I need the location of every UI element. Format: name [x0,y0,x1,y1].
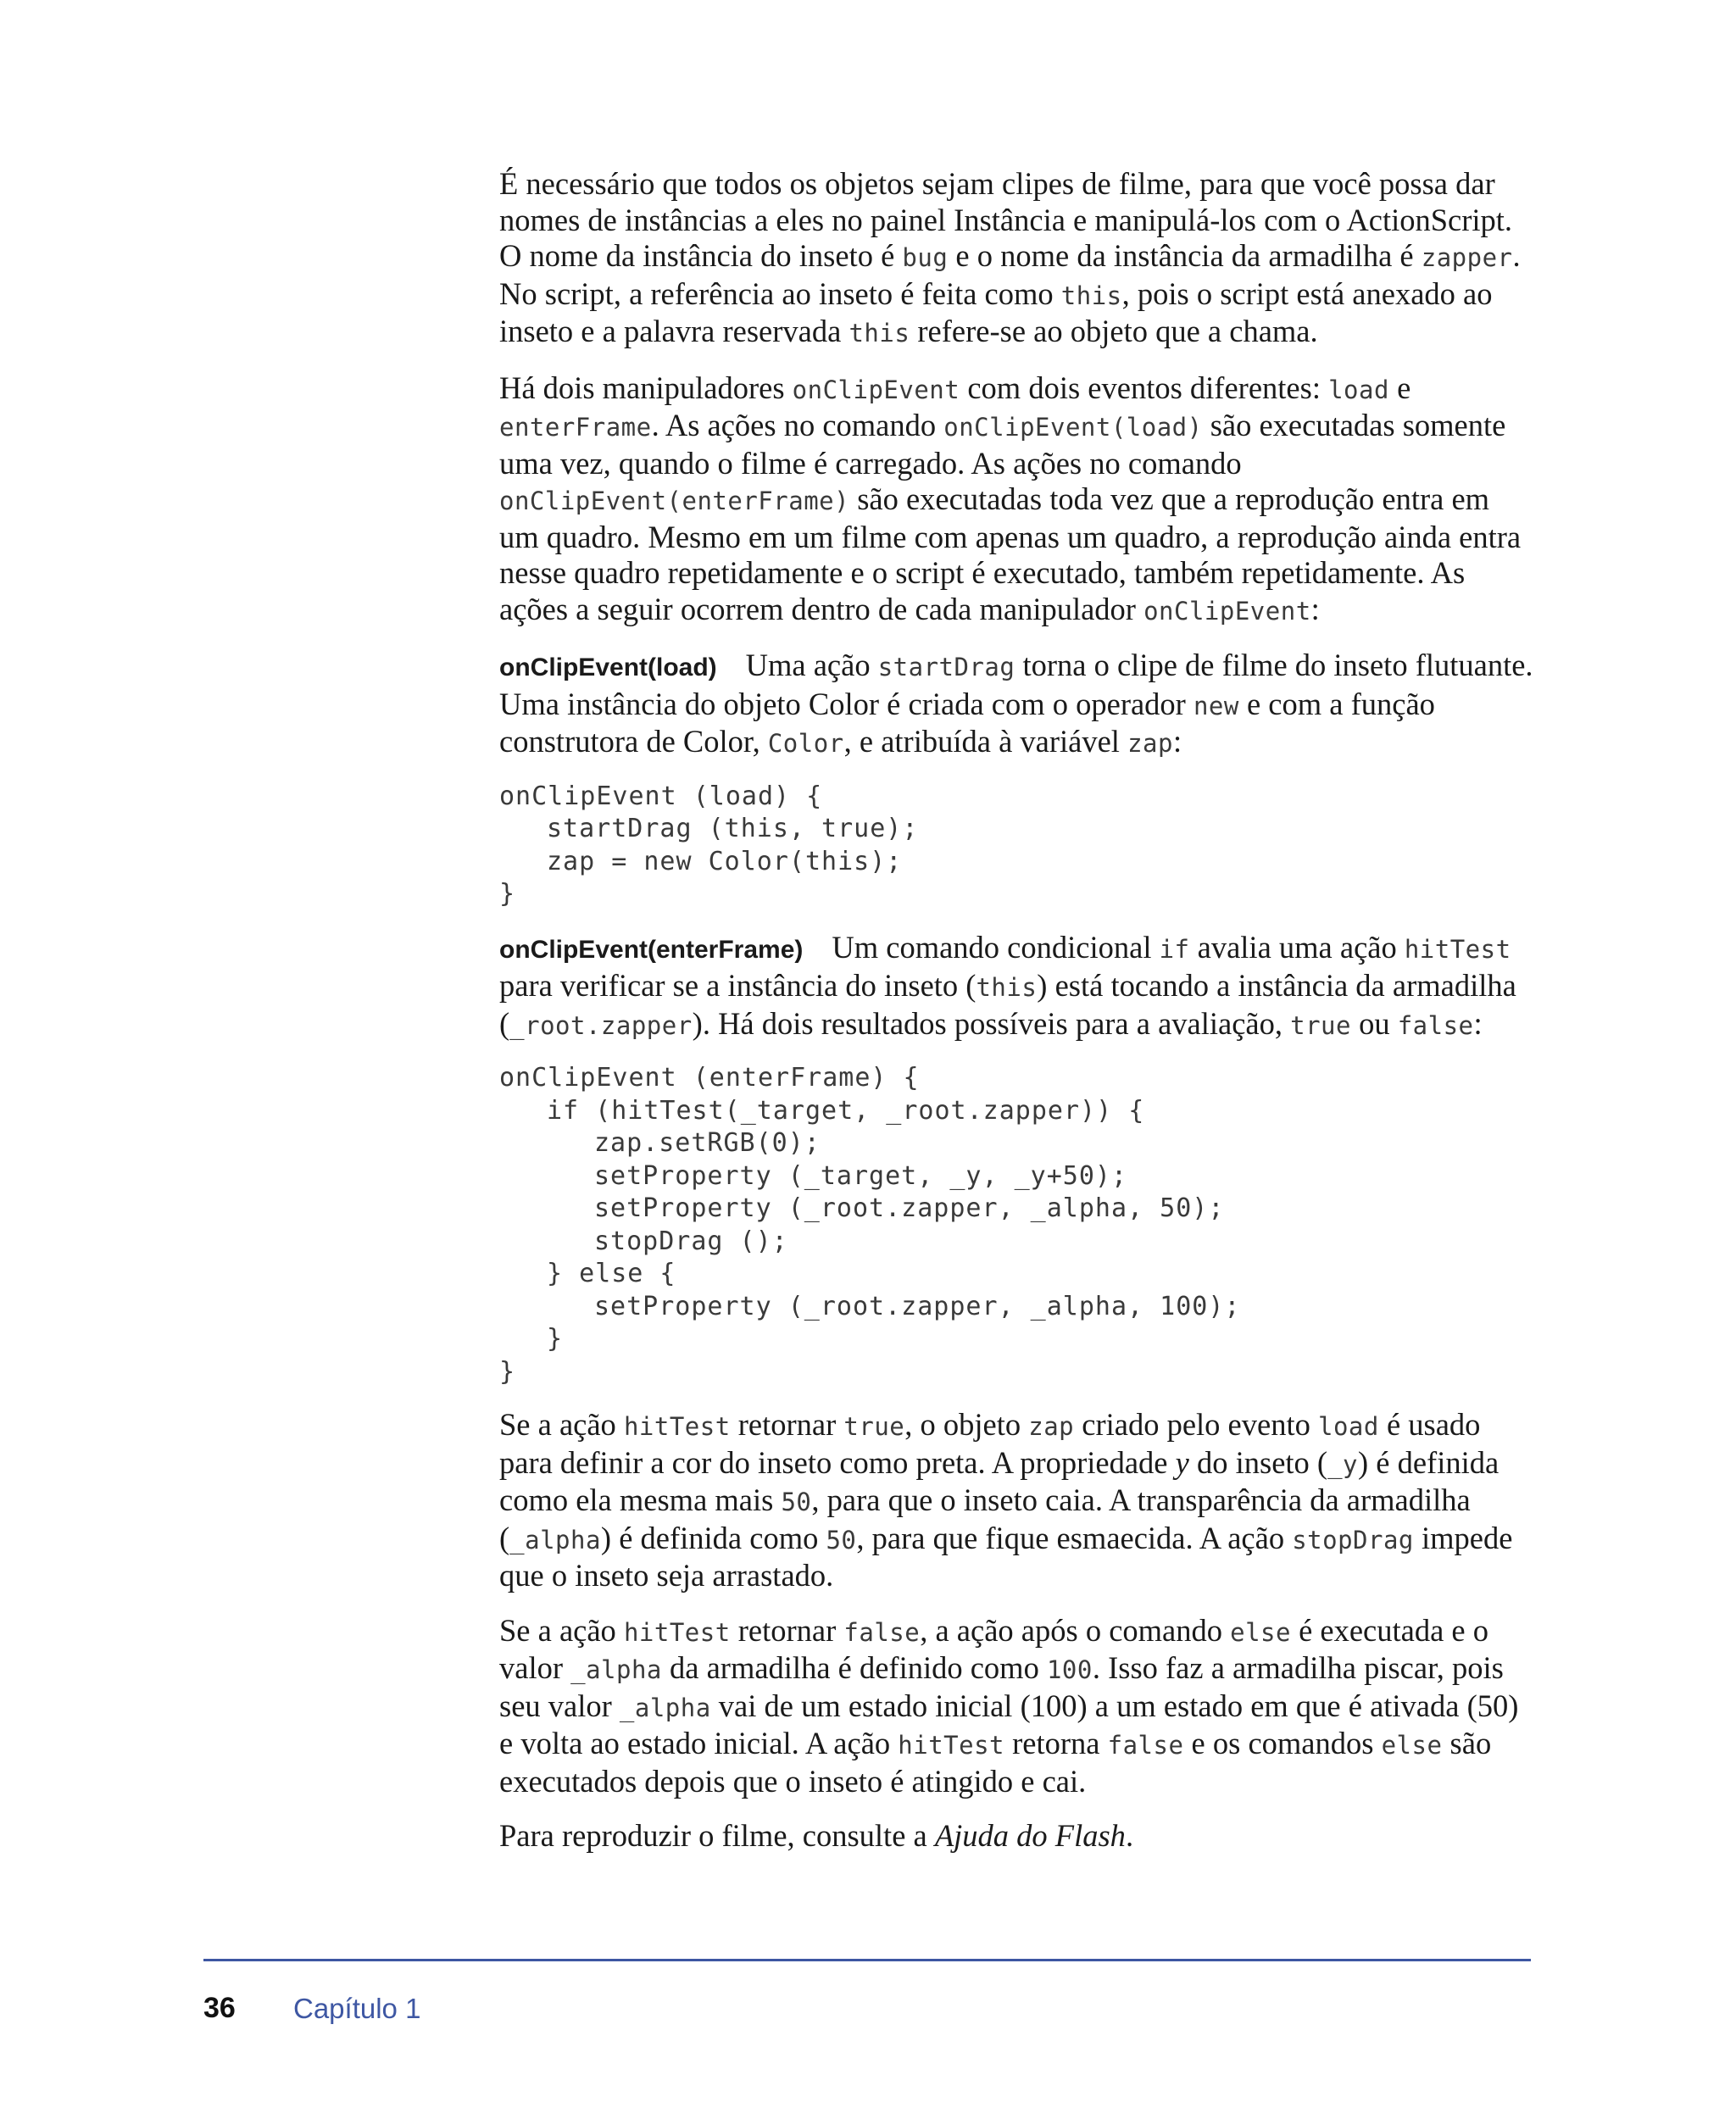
text: . As ações no comando [651,408,944,442]
inline-code: onClipEvent(enterFrame) [499,487,850,515]
text: retorna [1004,1726,1108,1760]
text: , pois o script está anexado ao inseto e a palavra reservada [499,275,1493,348]
inline-code: this [1060,281,1122,310]
inline-code: hitTest [623,1412,731,1441]
inline-code: hitTest [623,1617,731,1647]
text: , para que fique esmaecida. A ação [856,1520,1293,1555]
term-heading: onClipEvent(load) [499,653,717,681]
inline-code: startDrag [877,653,1015,681]
text: , para que o inseto caia. A transparência da armadilha ( [499,1482,1471,1555]
code-line: } [547,1324,564,1354]
inline-code: onClipEvent(load) [943,413,1203,442]
inline-code: _root.zapper [509,1010,693,1040]
inline-code: load [1328,375,1389,404]
text: impede que o inseto seja arrastado. [499,1520,1513,1593]
chapter-label: Capítulo 1 [293,1993,421,2024]
text: são executados depois que o inseto é atingido e cai. [499,1726,1492,1799]
inline-code: zapper [1421,243,1513,272]
code-line: zap = new Color(this); [547,846,903,876]
text: . Isso faz a armadilha piscar, pois seu valor [499,1650,1504,1723]
inline-code: false [1397,1010,1474,1040]
code-line: } else { [547,1259,676,1288]
text: criado pelo evento [1074,1407,1318,1442]
code-line: onClipEvent (load) { [499,781,823,811]
text: ou [1350,1005,1398,1041]
paragraph-handlers [499,370,1533,630]
text: do inseto ( [1188,1444,1328,1480]
inline-code: load [1317,1412,1379,1441]
text: ) está tocando a instância da armadilha ( [499,968,1516,1041]
code-line: zap.setRGB(0); [594,1128,821,1158]
text: Uma ação [745,648,878,682]
text: Se a ação [499,1612,624,1648]
code-line: setProperty (_root.zapper, _alpha, 100); [594,1291,1241,1321]
text: . No script, a referência ao inseto é feita como [499,238,1521,311]
text: Para reproduzir o filme, consulte a [499,1818,935,1853]
text: vai de um estado inicial (100) a um estado em que é ativada (50) e volta ao estado inicial. A ação [499,1688,1519,1760]
inline-code: true [843,1412,905,1441]
text: Se a ação [499,1407,624,1442]
text: : [1310,591,1320,626]
text: e com a função construtora de Color, [499,686,1435,759]
inline-code: false [843,1617,921,1647]
inline-code: else [1230,1617,1291,1647]
text: Há dois manipuladores [499,370,793,405]
inline-code: this [849,319,910,348]
inline-code: 50 [781,1488,812,1516]
text: da armadilha é definido como [661,1650,1047,1685]
text: refere-se ao objeto que a chama. [910,314,1318,348]
text: e [1388,370,1411,405]
text: , o objeto [904,1407,1029,1442]
inline-code: _alpha [509,1525,601,1554]
text: : [1172,724,1182,759]
text: e os comandos [1183,1726,1382,1760]
text: retornar [730,1612,844,1648]
inline-code: stopDrag [1292,1525,1414,1554]
paragraph-play-movie [499,1818,1533,1855]
inline-code: _y [1327,1449,1358,1479]
text: , e atribuída à variável [843,724,1128,759]
text: . [1125,1818,1134,1853]
code-line: setProperty (_target, _y, _y+50); [594,1160,1128,1191]
inline-code: enterFrame [499,413,652,442]
text: são executadas somente uma vez, quando o filme é carregado. As ações no comando [499,408,1506,481]
text: são executadas toda vez que a reprodução entra em um quadro. Mesmo em um filme com apenas um quadro, a reprodução ainda entra nesse quadro repetidamente e o script é executado, também repetidamente. As ações a seguir ocorrem dentro de cada manipulador [499,481,1522,626]
text: com dois eventos diferentes: [960,370,1329,405]
text: é usado para definir a cor do inseto como preta. A propriedade [499,1407,1481,1480]
inline-code: Color [767,729,844,758]
code-line: } [499,1356,516,1387]
text: para verificar se a instância do inseto ( [499,968,976,1003]
code-line: stopDrag (); [594,1226,788,1256]
document-body [499,166,1533,1873]
inline-code: else [1381,1731,1443,1760]
italic-text: Ajuda do Flash [934,1818,1126,1853]
text: ) é definida como [600,1520,826,1555]
paragraph-hittest-false [499,1613,1533,1800]
code-line: } [499,879,516,909]
inline-code: 100 [1046,1655,1093,1684]
text: e o nome da instância da armadilha é [948,238,1422,273]
inline-code: onClipEvent [1143,596,1311,626]
italic-text: y [1175,1444,1189,1480]
text: ) é definida como ela mesma mais [499,1444,1500,1517]
inline-code: this [976,973,1038,1002]
inline-code: false [1107,1731,1184,1760]
footer-divider [203,1959,1531,1961]
text: é executada e o valor [499,1612,1488,1685]
page-number: 36 [203,1992,236,2024]
paragraph-load-event [499,648,1533,762]
paragraph-instances [499,166,1533,352]
text: torna o clipe de filme do inseto flutuante. Uma instância do objeto Color é criada com o operador [499,648,1533,721]
inline-code: hitTest [1404,934,1511,964]
inline-code: if [1159,934,1190,964]
code-block-enterframe [499,1062,1533,1388]
inline-code: zap [1127,729,1173,758]
text: retornar [730,1407,844,1442]
text: , a ação após o comando [920,1612,1231,1648]
inline-code: bug [902,243,949,272]
term-heading: onClipEvent(enterFrame) [499,935,804,964]
inline-code: _alpha [570,1655,662,1684]
inline-code: 50 [826,1525,857,1554]
inline-code: hitTest [898,1731,1004,1760]
code-line: onClipEvent (enterFrame) { [499,1063,920,1093]
inline-code: new [1193,691,1239,720]
text: avalia uma ação [1189,929,1405,965]
inline-code: _alpha [619,1693,711,1722]
paragraph-enterframe-event [499,930,1533,1044]
text: É necessário que todos os objetos sejam clipes de filme, para que você possa dar nomes de instâncias a eles no painel Instância e manipulá-los com o ActionScript. O nome da instância do inseto é [499,166,1513,273]
text: : [1473,1005,1483,1041]
paragraph-hittest-true [499,1407,1533,1594]
code-line: setProperty (_root.zapper, _alpha, 50); [594,1193,1225,1223]
inline-code: true [1290,1010,1351,1040]
code-line: if (hitTest(_target, _root.zapper)) { [547,1095,1145,1126]
text: Um comando condicional [832,929,1160,965]
inline-code: onClipEvent [792,375,960,404]
code-line: startDrag (this, true); [547,814,919,843]
text: ). Há dois resultados possíveis para a avaliação, [692,1005,1291,1041]
code-block-load [499,781,1533,911]
inline-code: zap [1028,1412,1075,1441]
